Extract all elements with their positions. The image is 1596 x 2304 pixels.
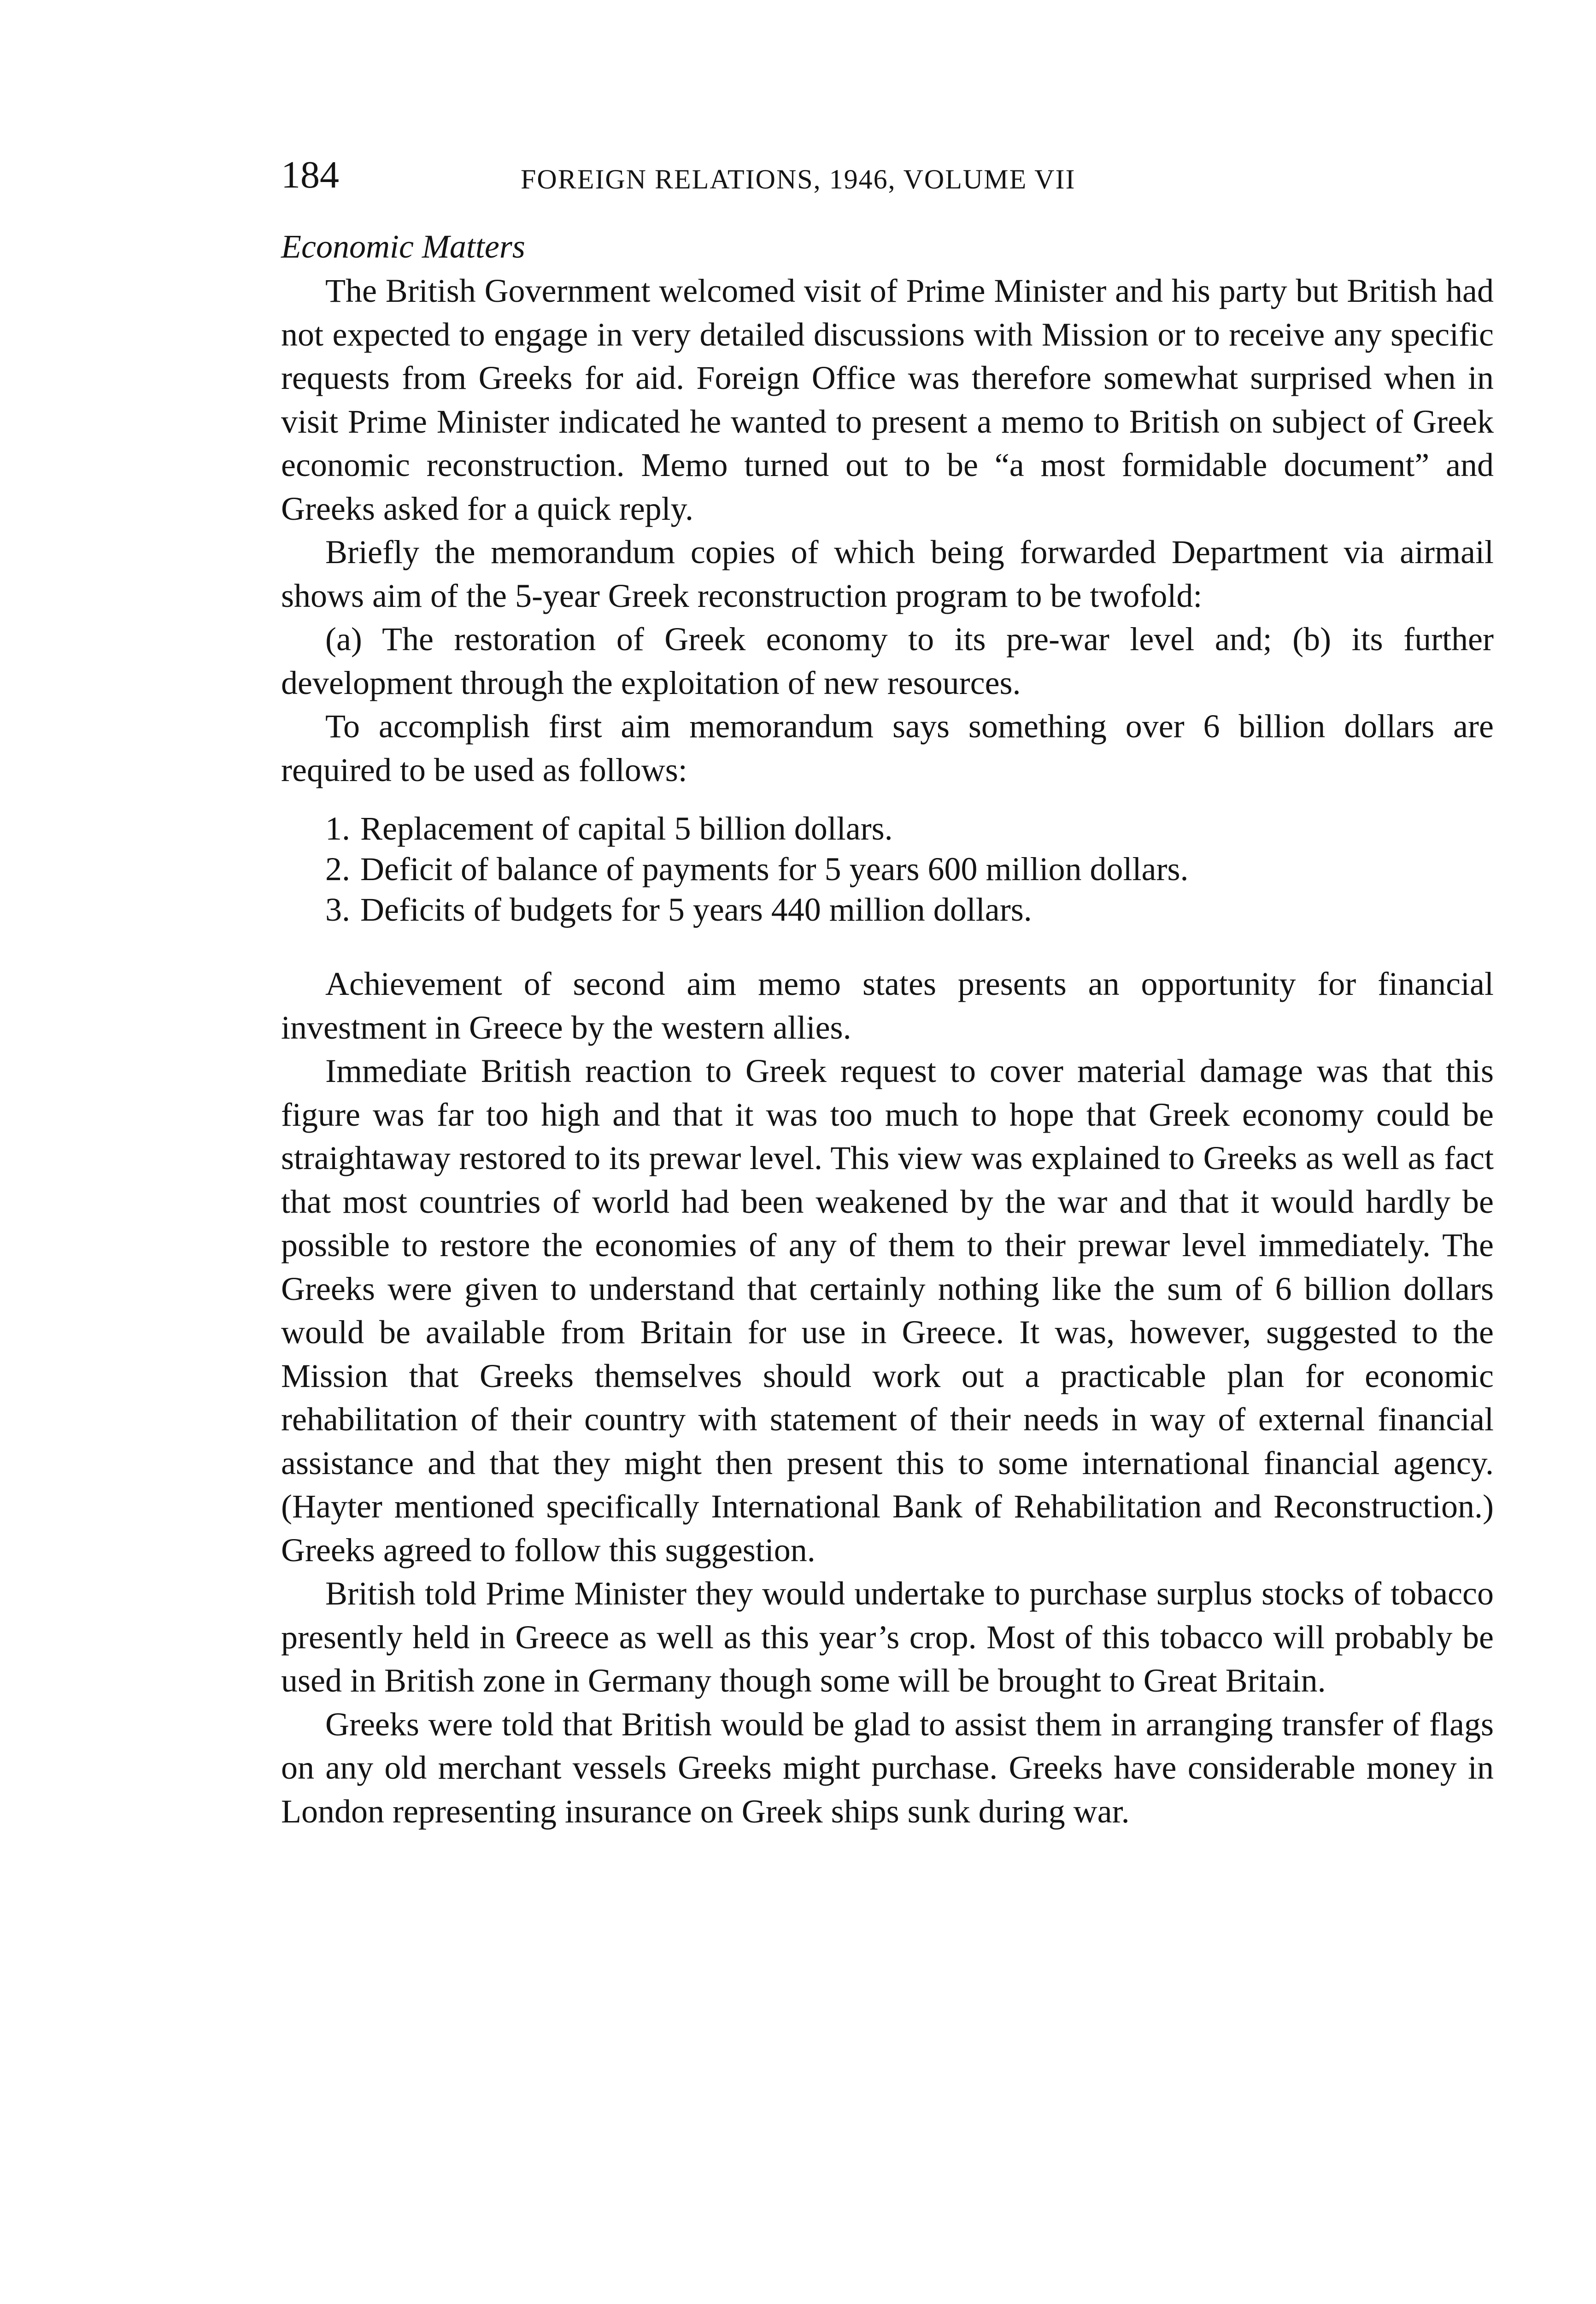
paragraph: To accomplish first aim memorandum says something over 6 billion dollars are required to be used as follows: — [281, 708, 1494, 788]
paragraph: Greeks were told that British would be glad to assist them in arranging transfer of flags on any old merchant vessels Greeks might purchase. Greeks have considerable money in London representing insurance on Greek ships sunk during war. — [281, 1705, 1494, 1830]
list-item-text: Replacement of capital 5 billion dollars. — [360, 810, 893, 847]
running-header — [281, 152, 1494, 207]
list-item-number: 2. — [325, 851, 350, 888]
page-number: 184 — [281, 153, 339, 196]
paragraph: British told Prime Minister they would undertake to purchase surplus stocks of tobacco presently held in Greece as well as this year’s crop. Most of this tobacco will probably be used in British zone in Germany though some will be brought to Great Britain. — [281, 1575, 1494, 1699]
paragraph: Immediate British reaction to Greek request to cover material damage was that this figure was far too high and that it was too much to hope that Greek economy could be straightaway restored to its prewar level. This view was explained to Greeks as well as fact that most countries of world had been weakened by the war and that it would hardly be possible to restore the economies of any of them to their prewar level immediately. The Greeks were given to understand that certainly nothing like the sum of 6 billion dollars would be available from Britain for use in Greece. It was, however, suggested to the Mission that Greeks themselves should work out a practicable plan for economic rehabilitation of their country with statement of their needs in way of external financial assistance and that they might then present this to some international financial agency. (Hayter mentioned specifically International Bank of Rehabilitation and Reconstruction.) Greeks agreed to follow this suggestion. — [281, 1052, 1494, 1569]
body-text — [281, 269, 1494, 1833]
paragraph: Briefly the memorandum copies of which being forwarded Department via airmail shows aim of the 5-year Greek reconstruction program to be twofold: — [281, 534, 1494, 614]
paragraph: Achievement of second aim memo states presents an opportunity for financial investment in Greece by the western allies. — [281, 965, 1494, 1046]
document-page — [281, 152, 1494, 1833]
list-item — [325, 849, 1494, 889]
list-item — [325, 889, 1494, 930]
list-item-text: Deficits of budgets for 5 years 440 million dollars. — [360, 891, 1032, 928]
numbered-list — [281, 808, 1494, 930]
running-title: FOREIGN RELATIONS, 1946, VOLUME VII — [521, 164, 1076, 194]
paragraph: The British Government welcomed visit of Prime Minister and his party but British had not expected to engage in very detailed discussions with Mission or to receive any specific requests from Greeks for aid. Foreign Office was therefore somewhat surprised when in visit Prime Minister indicated he wanted to present a memo to British on subject of Greek economic reconstruction. Memo turned out to be “a most formidable document” and Greeks asked for a quick reply. — [281, 272, 1494, 527]
paragraph: (a) The restoration of Greek economy to its pre-war level and; (b) its further development through the exploitation of new resources. — [281, 621, 1494, 701]
list-item-number: 1. — [325, 810, 350, 847]
section-heading: Economic Matters — [281, 228, 525, 265]
list-item — [325, 808, 1494, 849]
list-item-number: 3. — [325, 891, 350, 928]
list-item-text: Deficit of balance of payments for 5 years 600 million dollars. — [360, 851, 1189, 888]
